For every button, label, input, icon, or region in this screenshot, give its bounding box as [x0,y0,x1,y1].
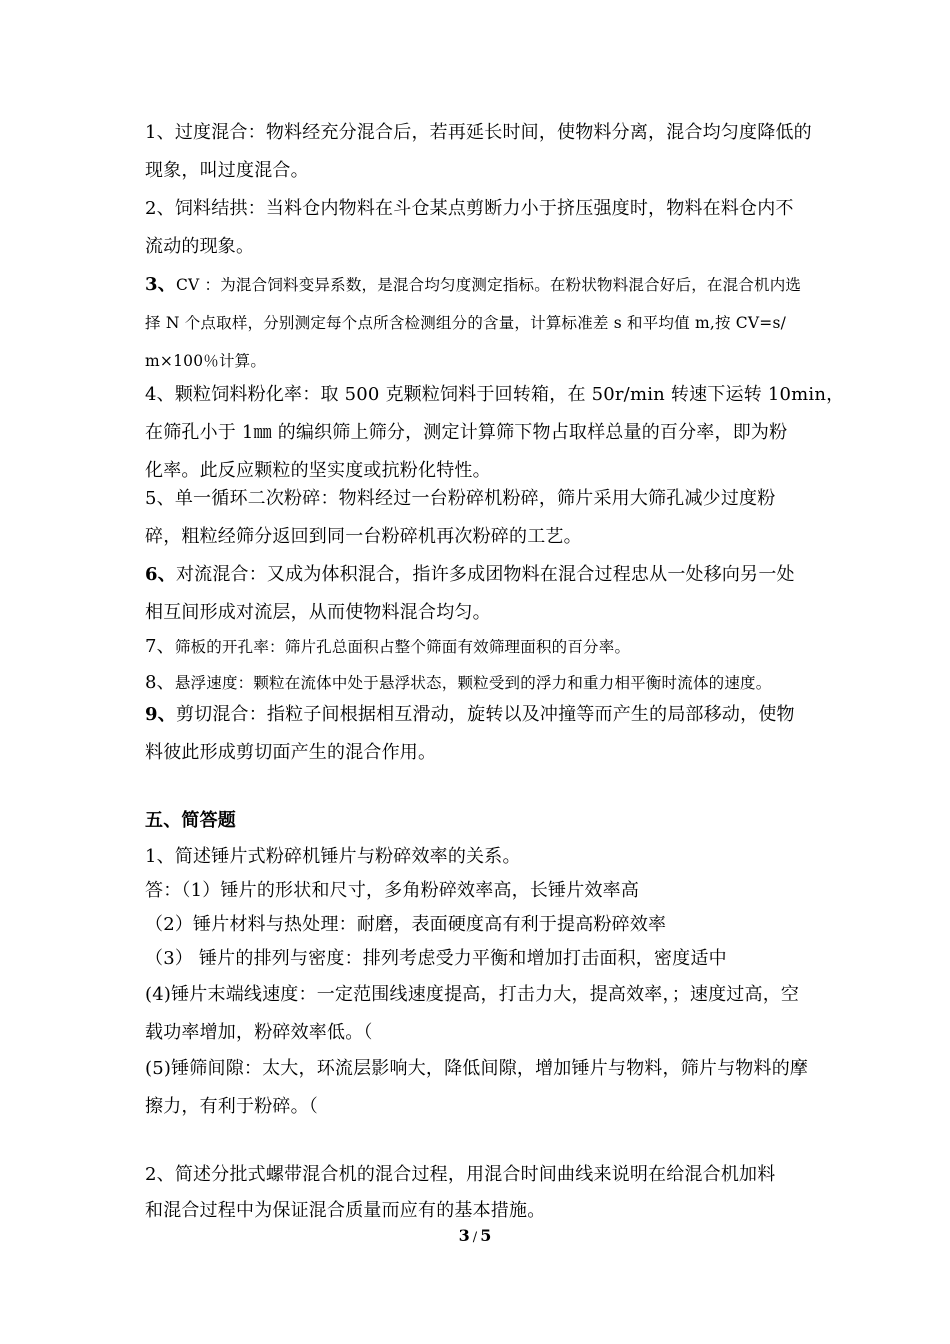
definition-7 [145,628,825,666]
answer-line: （3） 锤片的排列与密度：排列考虑受力平衡和增加打击面积，密度适中 [145,948,727,969]
definition-number: 6、 [145,564,176,585]
definition-number: 8、 [145,672,175,693]
definition-3-cont2 [145,342,825,380]
definition-number: 4、 [145,384,175,405]
definition-2-cont [145,228,825,266]
definition-number: 7、 [145,636,175,657]
question-1: 1、简述锤片式粉碎机锤片与粉碎效率的关系。 [145,846,521,867]
definition-number: 2、 [145,198,175,219]
page-separator: / [472,1230,478,1245]
definition-text: 单一循环二次粉碎：物料经过一台粉碎机粉碎，筛片采用大筛孔减少过度粉 [174,488,776,509]
definition-text: 化率。此反应颗粒的坚实度或抗粉化特性。 [145,460,491,481]
definition-3 [145,266,825,304]
definition-1-cont [145,152,825,190]
definition-text: 碎，粗粒经筛分返回到同一台粉碎机再次粉碎的工艺。 [145,526,582,547]
definition-number: 1、 [145,122,175,143]
answer-line: （2）锤片材料与热处理：耐磨，表面硬度高有利于提高粉碎效率 [145,914,667,935]
definition-text: 择 N 个点取样，分别测定每个点所含检测组分的含量，计算标准差 s 和平均值 m,按 CV=s/ [145,314,787,332]
definition-6 [145,556,825,594]
definition-text: 筛板的开孔率：筛片孔总面积占整个筛面有效筛理面积的百分率。 [174,638,631,656]
definition-4-cont [145,414,825,452]
definition-5 [145,480,825,518]
definition-text: 饲料结拱：当料仓内物料在斗仓某点剪断力小于挤压强度时，物料在料仓内不 [174,198,794,219]
definition-text: m×100％计算。 [145,352,267,370]
definition-text: 现象，叫过度混合。 [145,160,309,181]
page-current: 3 [458,1226,470,1245]
question-2-cont: 和混合过程中为保证混合质量而应有的基本措施。 [145,1200,546,1221]
question-2: 2、简述分批式螺带混合机的混合过程，用混合时间曲线来说明在给混合机加料 [145,1164,776,1185]
definition-9 [145,696,825,734]
definition-text: 过度混合：物料经充分混合后，若再延长时间，使物料分离，混合均匀度降低的 [174,122,812,143]
answer-line: (4)锤片末端线速度：一定范围线速度提高，打击力大，提高效率，；速度过高，空 [145,984,800,1005]
definition-9-cont [145,734,825,772]
definition-number: 3、 [145,274,176,295]
answer-line: 擦力，有利于粉碎。（ [145,1096,318,1117]
definition-2 [145,190,825,228]
page-number [0,1226,950,1245]
definition-text: 颗粒饲料粉化率：取 500 克颗粒饲料于回转箱，在 50r/min 转速下运转 10min， [174,384,845,405]
definition-4 [145,376,845,414]
answer-line: 答：（1）锤片的形状和尺寸，多角粉碎效率高，长锤片效率高 [145,880,640,901]
definition-text: CV ：为混合饲料变异系数，是混合均匀度测定指标。在粉状物料混合好后，在混合机内选 [175,276,802,294]
definition-text: 在筛孔小于 1㎜ 的编织筛上筛分，测定计算筛下物占取样总量的百分率，即为粉 [145,422,788,443]
definition-text: 剪切混合：指粒子间根据相互滑动，旋转以及冲撞等而产生的局部移动，使物 [175,704,795,725]
definition-number: 9、 [145,704,176,725]
definition-5-cont [145,518,825,556]
definition-6-cont [145,594,825,632]
definition-text: 流动的现象。 [145,236,255,257]
definition-1 [145,114,825,152]
definition-text: 悬浮速度：颗粒在流体中处于悬浮状态，颗粒受到的浮力和重力相平衡时流体的速度。 [174,674,772,692]
definition-number: 5、 [145,488,175,509]
definition-text: 料彼此形成剪切面产生的混合作用。 [145,742,437,763]
page-total: 5 [480,1226,492,1245]
answer-line: (5)锤筛间隙：太大，环流层影响大，降低间隙，增加锤片与物料，筛片与物料的摩 [145,1058,809,1079]
definition-text: 对流混合：又成为体积混合，指许多成团物料在混合过程忠从一处移向另一处 [175,564,795,585]
section-title: 五、简答题 [145,810,236,831]
answer-line: 载功率增加，粉碎效率低。（ [145,1022,373,1043]
definition-3-cont [145,304,825,342]
definition-text: 相互间形成对流层，从而使物料混合均匀。 [145,602,491,623]
